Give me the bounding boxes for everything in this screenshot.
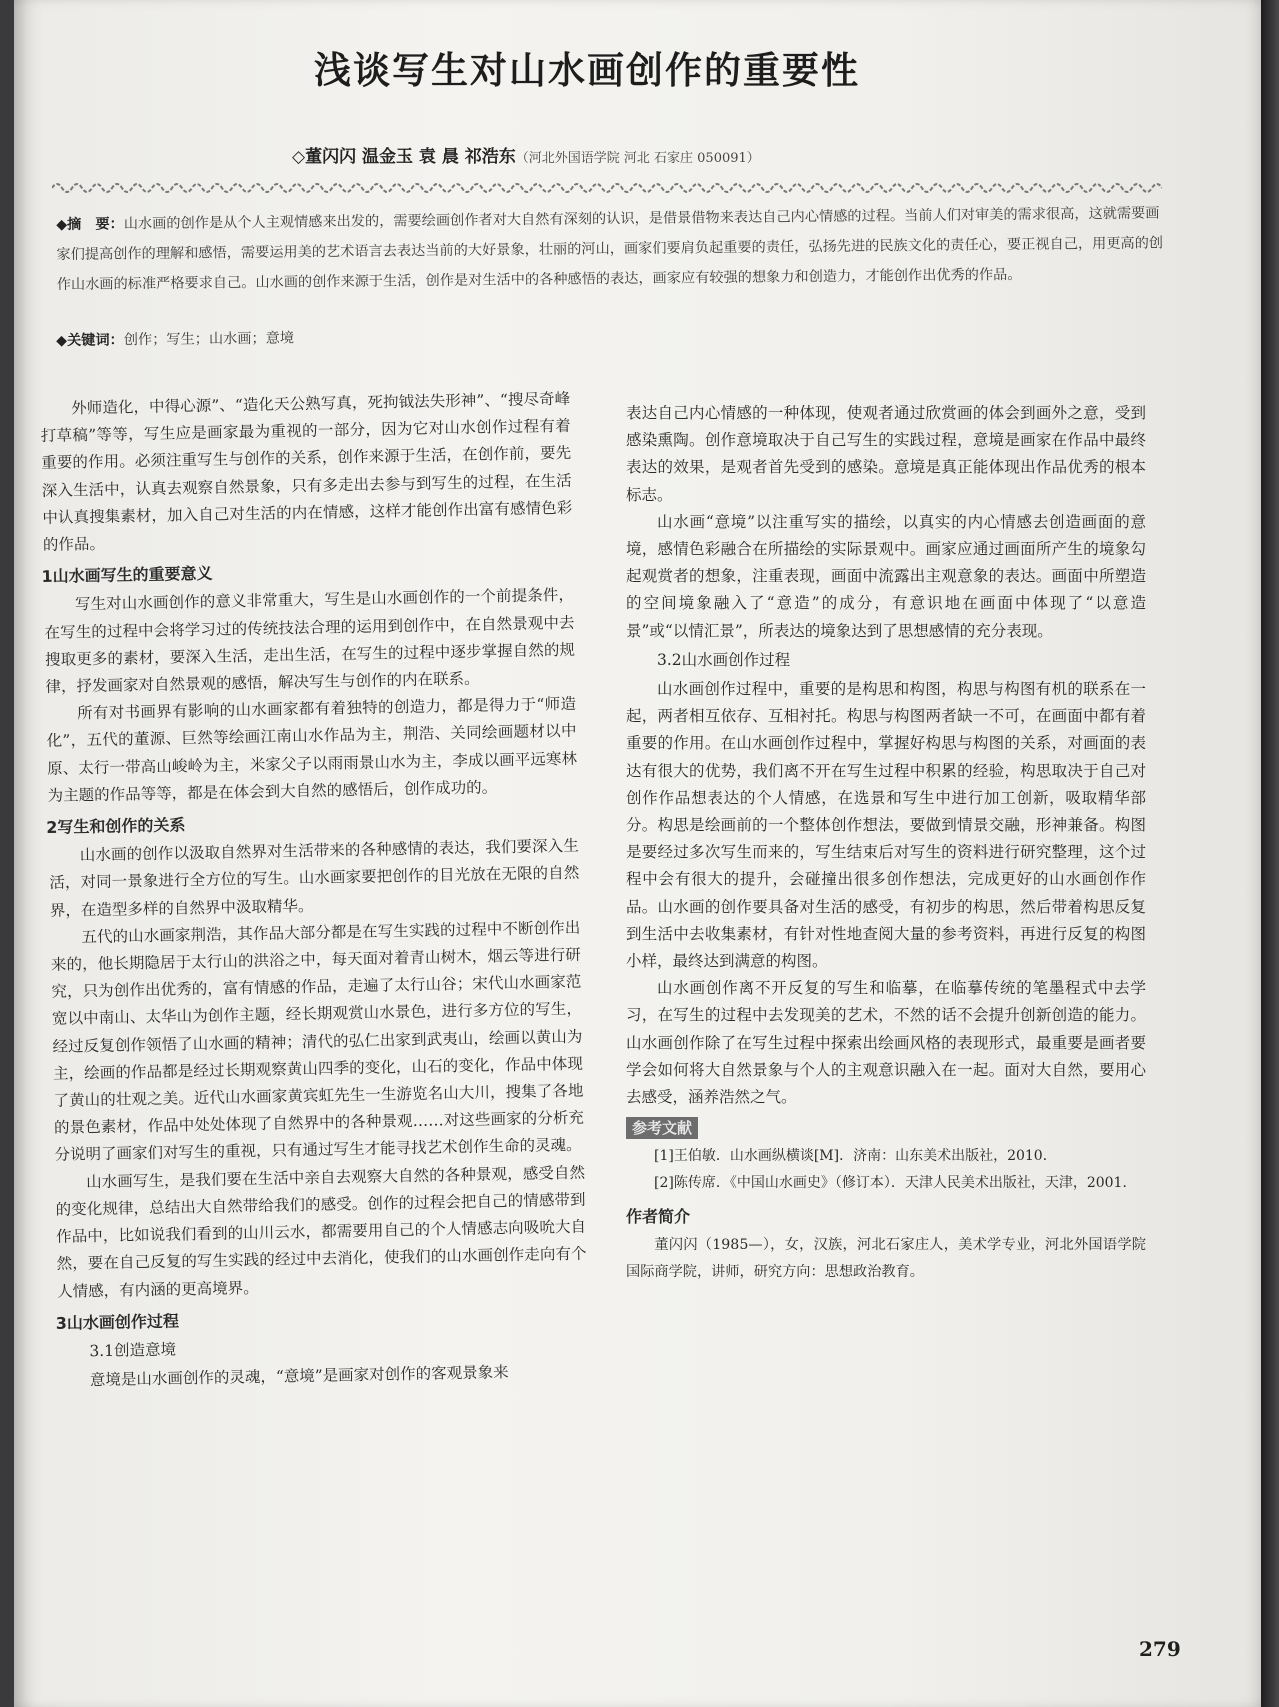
section-3-heading: 3山水画创作过程 <box>55 1311 180 1333</box>
reference-1: [1]王伯敏．山水画纵横谈[M]．济南：山东美术出版社，2010． <box>654 1148 1057 1165</box>
abstract-label: ◆摘 要： <box>56 216 124 233</box>
section-2-paragraph-2: 五代的山水画家荆浩，其作品大部分都是在写生实践的过程中不断创作出来的，他长期隐居于太行山的洪浴之中，每天面对着青山树木，烟云等进行研究，只为创作出优秀的，富有情感的作品，走遍了太行山谷；宋代山水画家范宽以中南山、太华山为创作主题，经长期观赏山水景色，进行多方位的写生，经过反复创作领悟了山水画的精神；清代的弘仁出家到武夷山，绘画以黄山为主，绘画的作品都是经过长期观察黄山四季的变化，山石的变化，作品中体现了黄山的壮观之美。近代山水画家黄宾虹先生一生游览名山大川，搜集了各地的景色素材，作品中处处体现了自然界中的各种景观……对这些画家的分析充分说明了画家们对写生的重视，只有通过写生才能寻找艺术创作生命的灵魂。 <box>50 918 585 1165</box>
section-1-paragraph-1: 写生对山水画创作的意义非常重大，写生是山水画创作的一个前提条件，在写生的过程中会将学习过的传统技法合理的运用到创作中，在自然景观中去搜取更多的素材，要深入生活，走出生活，在写生的过程中逐步掌握自然的规律，抒发画家对自然景观的感悟，解决写生与创作的内在联系。 <box>44 586 576 696</box>
reference-2: [2]陈传席．《中国山水画史》（修订本）．天津人民美术出版社，天津，2001． <box>654 1175 1137 1192</box>
section-3-1-paragraph-2: 山水画“意境”以注重写实的描绘，以真实的内心情感去创造画面的意境，感情色彩融合在所描绘的实际景观中。画家应通过画面所产生的境象勾起观赏者的想象，注重表现，画面中流露出主观意象的表达。画面中所塑造的空间境象融入了“意造”的成分，有意识地在画面中体现了“以意造景”或“以情汇景”，所表达的境象达到了思想感情的充分表现。 <box>626 512 1146 640</box>
abstract-text: 山水画的创作是从个人主观情感来出发的，需要绘画创作者对大自然有深刻的认识，是借景借物来表达自己内心情感的过程。当前人们对审美的需求很高，这就需要画家们提高创作的理解和感悟，需要运用美的艺术语言去表达当前的大好景象，壮丽的河山，画家们要肩负起重要的责任，弘扬先进的民族文化的责任心，要正视自己，用更高的创作山水画的标准严格要求自己。山水画的创作来源于生活，创作是对生活中的各种感悟的表达，画家应有较强的想象力和创造力，才能创作出优秀的作品。 <box>56 205 1164 293</box>
section-3-1-paragraph-start: 意境是山水画创作的灵魂，“意境”是画家对创作的客观景象来 <box>89 1363 509 1390</box>
section-1-heading: 1山水画写生的重要意义 <box>41 563 213 587</box>
references-heading: 参考文献 <box>626 1117 698 1139</box>
keywords-text: 创作；写生；山水画；意境 <box>123 330 295 349</box>
keywords-label: ◆关键词： <box>56 332 124 349</box>
author-names: ◇董闪闪 温金玉 袁 晨 祁浩东 <box>292 147 516 167</box>
section-1-paragraph-2: 所有对书画界有影响的山水画家都有着独特的创造力，都是得力于“师造化”，五代的董源、巨然等绘画江南山水作品为主，荆浩、关同绘画题材以中原、太行一带高山峻岭为主，米家父子以雨雨景山水为主，李成以画平远寒林为主题的作品等等，都是在体会到大自然的感悟后，创作成功的。 <box>46 695 578 805</box>
section-3-2-paragraph-2: 山水画创作离不开反复的写生和临摹，在临摹传统的笔墨程式中去学习，在写生的过程中去发现美的艺术，不然的话不会提升创新创造的能力。山水画创作除了在写生过程中探索出绘画风格的表现形式，最重要是画者要学会如何将大自然景象与个人的主观意识融入在一起。面对大自然，要用心去感受，涵养浩然之气。 <box>626 979 1146 1107</box>
background-edge <box>1261 0 1279 1707</box>
author-line <box>292 142 760 167</box>
abstract <box>56 198 1167 300</box>
author-bio-heading: 作者简介 <box>626 1207 691 1227</box>
section-2-paragraph-3: 山水画写生，是我们要在生活中亲自去观察大自然的各种景观，感受自然的变化规律，总结出大自然带给我们的感受。创作的过程会把自己的情感带到作品中，比如说我们看到的山川云水，都需要用自己的个人情感志向吸吮大自然，要在自己反复的写生实践的经过中去消化，使我们的山水画创作走向有个人情感，有内涵的更高境界。 <box>55 1163 587 1301</box>
keywords <box>56 321 956 350</box>
journal-page <box>14 0 1262 1707</box>
page-number: 279 <box>1139 1637 1181 1661</box>
section-3-2-heading: 3.2山水画创作过程 <box>657 650 791 669</box>
right-column <box>626 400 1146 1286</box>
left-column <box>40 386 589 1395</box>
author-bio: 董闪闪（1985—），女，汉族，河北石家庄人，美术学专业，河北外国语学院国际商学院，讲师，研究方向：思想政治教育。 <box>626 1237 1146 1281</box>
section-2-heading: 2写生和创作的关系 <box>46 815 186 838</box>
decorative-wave-divider <box>52 176 1162 196</box>
section-3-2-paragraph-1: 山水画创作过程中，重要的是构思和构图，构思与构图有机的联系在一起，两者相互依存、互相衬托。构思与构图两者缺一不可，在画面中都有着重要的作用。在山水画创作过程中，掌握好构思与构图的关系，对画面的表达有很大的优势，我们离不开在写生过程中积累的经验，构思取决于自己对创作作品想表达的个人情感，在选景和写生中进行加工创新，吸取精华部分。构思是绘画前的一个整体创作想法，要做到情景交融，形神兼备。构图是要经过多次写生而来的，写生结束后对写生的资料进行研究整理，这个过程中会有很大的提升，会碰撞出很多创作想法，完成更好的山水画创作作品。山水画的创作要具备对生活的感受，有初步的构思，然后带着构思反复到生活中去收集素材，有针对性地查阅大量的参考资料，再进行反复的构图小样，最终达到满意的构图。 <box>626 680 1146 971</box>
section-2-paragraph-1: 山水画的创作以汲取自然界对生活带来的各种感情的表达，我们要深入生活，对同一景象进行全方位的写生。山水画家要把创作的目光放在无限的自然界，在造型多样的自然界中汲取精华。 <box>49 836 580 920</box>
author-affiliation: （河北外国语学院 河北 石家庄 050091） <box>515 151 760 166</box>
intro-paragraph: 外师造化，中得心源”、“造化天公熟写真，死拘钺法失形神”、“搜尽奇峰打草稿”等等，写生应是画家最为重视的一部分，因为它对山水创作过程有着重要的作用。必须注重写生与创作的关系，创作来源于生活，在创作前，要先深入生活中，认真去观察自然景象，只有多走出去参与到写生的过程，在生活中认真搜集素材，加入自己对生活的内在情感，这样才能创作出富有感情色彩的作品。 <box>40 389 573 554</box>
article-title: 浅谈写生对山水画创作的重要性 <box>314 49 860 92</box>
section-3-1-paragraph-cont: 表达自己内心情感的一种体现，使观者通过欣赏画的体会到画外之意，受到感染熏陶。创作意境取决于自己写生的实践过程，意境是画家在作品中最终表达的效果，是观者首先受到的感染。意境是真正能体现出作品优秀的根本标志。 <box>626 404 1146 504</box>
section-3-1-heading: 3.1创造意境 <box>89 1340 177 1361</box>
